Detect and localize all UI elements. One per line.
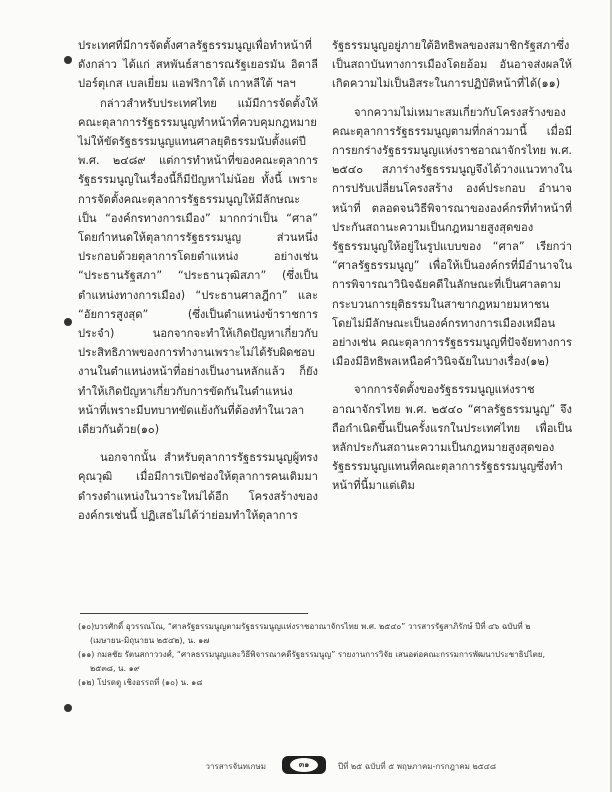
paragraph: ประเทศที่มีการจัดตั้งศาลรัฐธรรมนูญเพื่อทำหน้าที่ดังกล่าว ได้แก่ สหพันธ์สาธารณรัฐเยอรมัน อิตาลี ปอร์ตุเกส เบลเยี่ยม แอฟริกาใต้ เกาหลีใต้ ฯลฯ [78,39,318,91]
page-footer [0,756,612,776]
page-number-badge [282,756,326,774]
footnotes [78,620,574,690]
right-column [332,36,572,496]
journal-name: วารสารจันทเกษม [205,762,266,771]
footnote: (๑๑) กมลชัย รัตนสกาววงศ์, “ศาลธรรมนูญและวิธีพิจารณาคดีรัฐธรรมนูญ” รายงานการวิจัย เสนอต่อคณะกรรมการพัฒนาประชาธิปไตย, [78,650,546,659]
left-column [78,36,318,525]
footnote-continuation: (เมษายน-มิถุนายน ๒๕๔๒), น. ๑๗ [90,636,210,645]
footnote: (๑๒) โปรดดู เชิงอรรถที่ (๑๐) น. ๑๘ [78,678,203,687]
margin-bullet-icon [64,318,72,326]
page-number: ๓๑ [290,758,318,772]
paragraph: จากการจัดตั้งของรัฐธรรมนูญแห่งราชอาณาจักรไทย พ.ศ. ๒๕๔๐ “ศาลรัฐธรรมนูญ” จึงถือกำเนิดขึ้นเป็นครั้งแรกในประเทศไทย เพื่อเป็นหลักประกันสถานะความเป็นกฎหมายสูงสุดของรัฐธรรมนูญแทนที่คณะตุลาการรัฐธรรมนูญซึ่งทำหน้าที่นี้มาแต่เดิม [332,383,572,493]
margin-bullet-icon [64,704,72,712]
paragraph: รัฐธรรมนูญอยู่ภายใต้อิทธิพลของสมาชิกรัฐสภาซึ่งเป็นสถาบันทางการเมืองโดยอ้อม อันอาจส่งผลให้เกิดความไม่เป็นอิสระในการปฏิบัติหน้าที่ได้(๑๑) [332,39,572,91]
paragraph: นอกจากนั้น สำหรับตุลาการรัฐธรรมนูญผู้ทรงคุณวุฒิ เมื่อมีการเปิดช่องให้ตุลาการคนเดิมมาดำรงตำแหน่งในวาระใหม่ได้อีก โครงสร้างขององค์กรเช่นนี้ ปฏิเสธไม่ได้ว่าย่อมทำให้ตุลาการ [78,451,318,522]
issue-info: ปีที่ ๒๕ ฉบับที่ ๕ พฤษภาคม-กรกฎาคม ๒๕๔๘ [338,762,497,771]
footnote-divider [80,613,308,614]
margin-bullet-icon [64,56,72,64]
paragraph: จากความไม่เหมาะสมเกี่ยวกับโครงสร้างของคณะตุลาการรัฐธรรมนูญตามที่กล่าวมานี้ เมื่อมีการยกร่างรัฐธรรมนูญแห่งราชอาณาจักรไทย พ.ศ. ๒๕๔๐ สภาร่างรัฐธรรมนูญจึงได้วางแนวทางในการปรับเปลี่ยนโครงสร้าง องค์ประกอบ อำนาจ หน้าที่ ตลอดจนวิธีพิจารณาขององค์กรที่ทำหน้าที่ประกันสถานะความเป็นกฎหมายสูงสุดของรัฐธรรมนูญให้อยู่ในรูปแบบของ “ศาล” เรียกว่า “ศาลรัฐธรรมนูญ” เพื่อให้เป็นองค์กรที่มีอำนาจในการพิจารณาวินิจฉัยคดีในลักษณะที่เป็นศาลตามกระบวนการยุติธรรมในสาขากฎหมายมหาชน โดยไม่มีลักษณะเป็นองค์กรทางการเมืองเหมือนอย่างเช่น คณะตุลาการรัฐธรรมนูญที่ปัจจัยทางการเมืองมีอิทธิพลเหนือคำวินิจฉัยในบางเรื่อง(๑๒) [332,105,572,369]
footnote: (๑๐)บวรศักดิ์ อุวรรณโณ, “ศาลรัฐธรรมนูญตามรัฐธรรมนูญแห่งราชอาณาจักรไทย พ.ศ. ๒๕๔๐” วารสารรัฐสาภิรักษ์ ปีที่ ๔๖ ฉบับที่ ๒ [78,622,531,631]
paragraph: กล่าวสำหรับประเทศไทย แม้มีการจัดตั้งให้คณะตุลาการรัฐธรรมนูญทำหน้าที่ควบคุมกฎหมายไม่ให้ขัดรัฐธรรมนูญแทนศาลยุติธรรมนับตั้งแต่ปี พ.ศ. ๒๔๘๙ แต่การทำหน้าที่ของคณะตุลาการรัฐธรรมนูญในเรื่องนี้ก็มีปัญหาไม่น้อย ทั้งนี้ เพราะการจัดตั้งคณะตุลาการรัฐธรรมนูญให้มีลักษณะเป็น “องค์กรทางการเมือง” มากกว่าเป็น “ศาล” โดยกำหนดให้ตุลาการรัฐธรรมนูญ ส่วนหนึ่งประกอบด้วยตุลาการโดยตำแหน่ง อย่างเช่น “ประธานรัฐสภา” “ประธานวุฒิสภา” (ซึ่งเป็นตำแหน่งทางการเมือง) “ประธานศาลฎีกา” และ “อัยการสูงสุด” (ซึ่งเป็นตำแหน่งข้าราชการประจำ) นอกจากจะทำให้เกิดปัญหาเกี่ยวกับประสิทธิภาพของการทำงานเพราะไม่ได้รับผิดชอบงานในตำแหน่งหน้าที่อย่างเป็นงานหลักแล้ว ก็ยังทำให้เกิดปัญหาเกี่ยวกับการขัดกันในตำแหน่งหน้าที่เพราะมีบทบาทขัดแย้งกันที่ต้องทำในเวลาเดียวกันด้วย(๑๐) [78,96,318,437]
footnote-continuation: ๒๕๓๘, น. ๑๙ [90,664,140,673]
